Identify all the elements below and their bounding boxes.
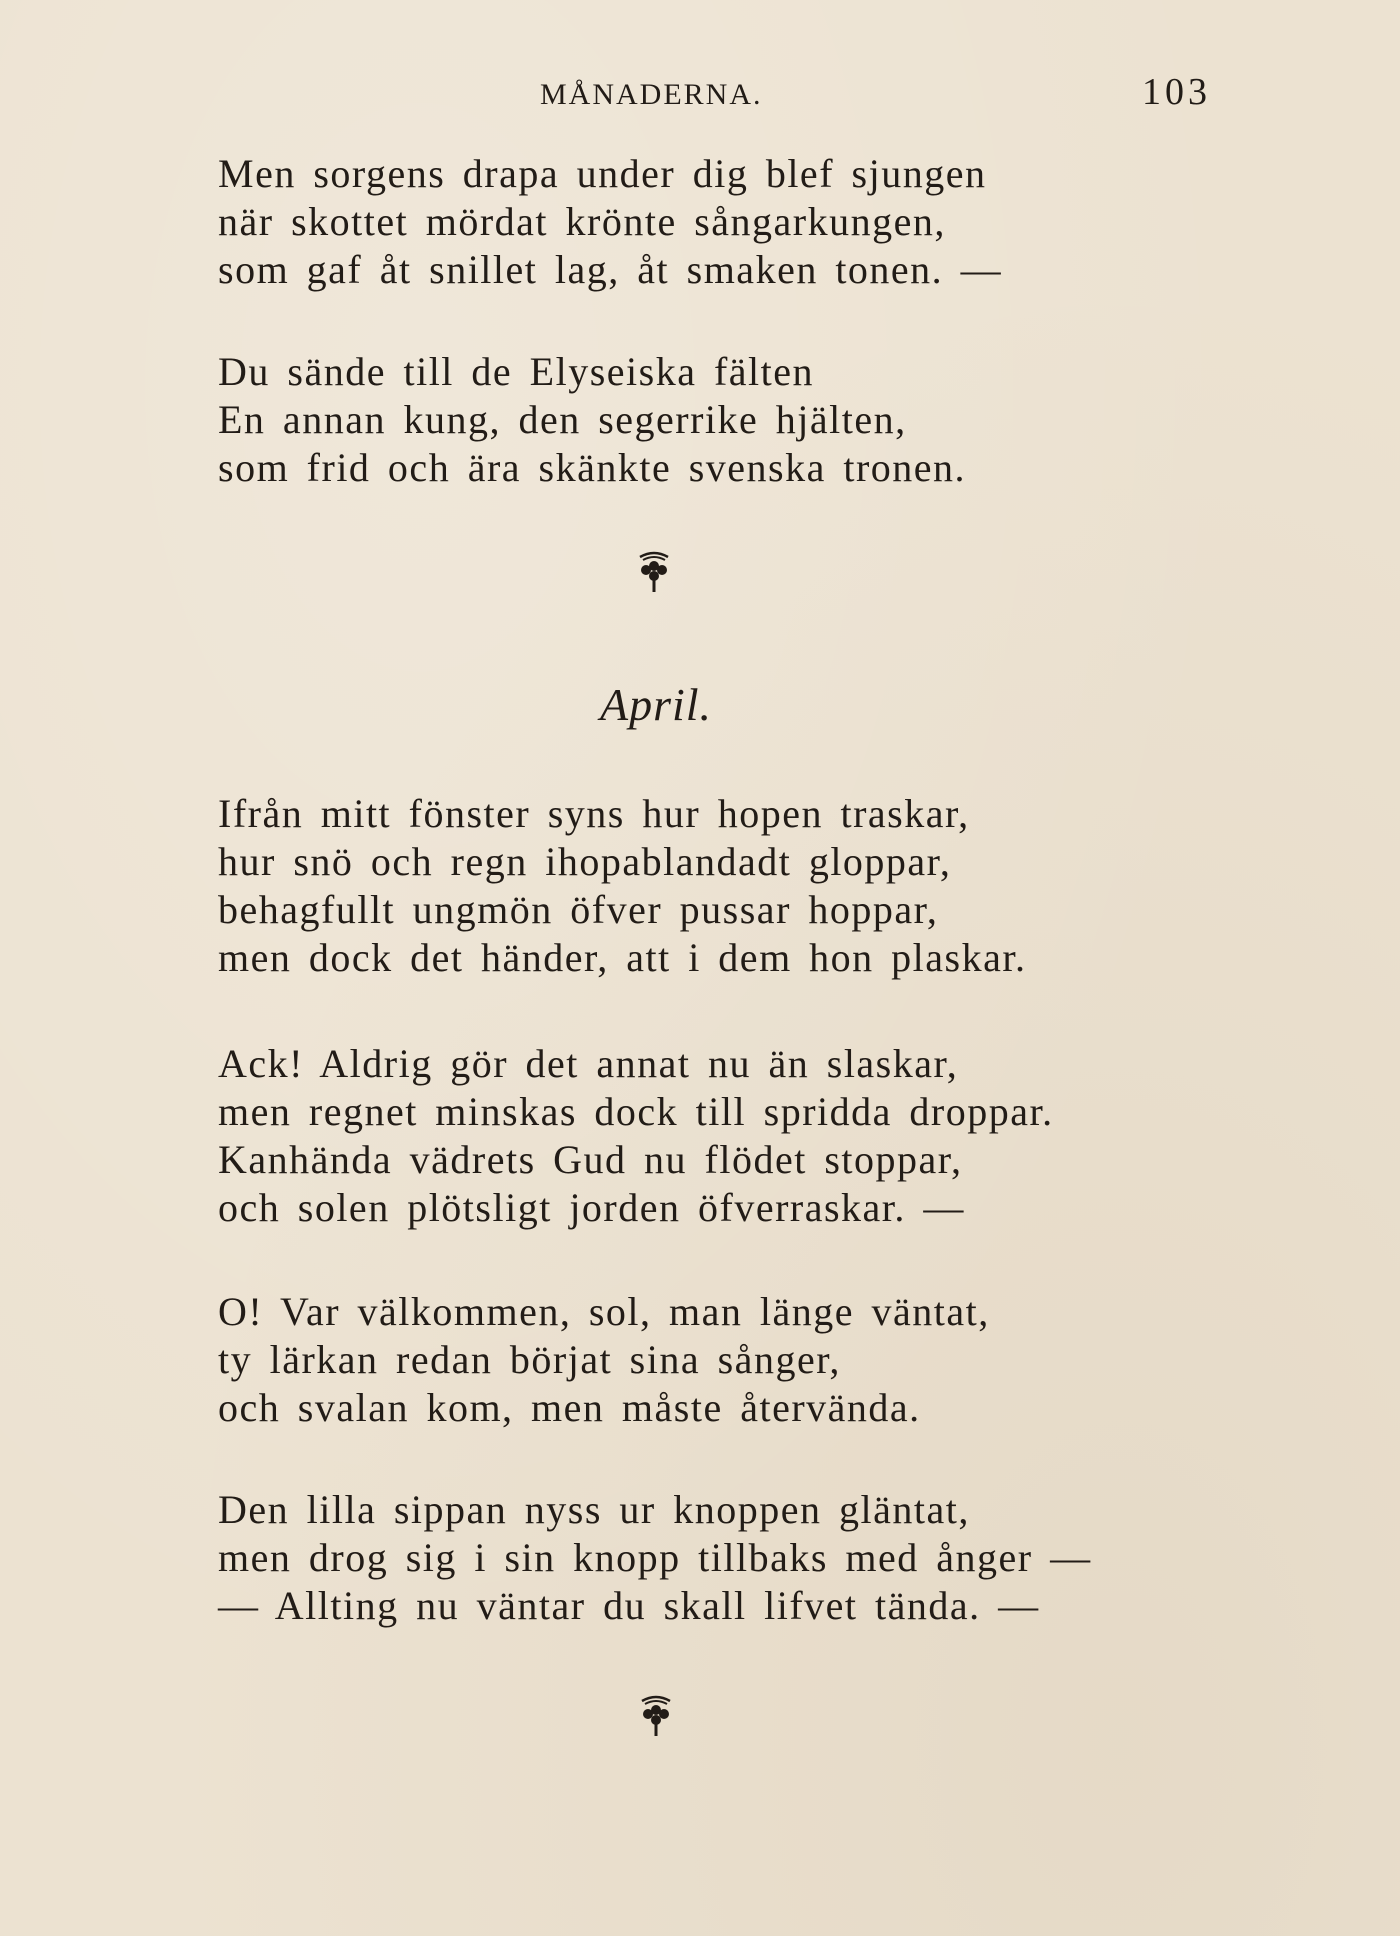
section-title: April. (600, 679, 713, 730)
running-head: MÅNADERNA. (540, 78, 763, 111)
stanza (218, 1486, 1092, 1630)
verse-line: Du sände till de Elyseiska fälten (218, 349, 815, 394)
fleuron-ornament-icon (634, 548, 674, 594)
verse-line: men drog sig i sin knopp tillbaks med ånger — (218, 1535, 1092, 1580)
verse-line: som frid och ära skänkte svenska tronen. (218, 445, 967, 490)
verse-line: och svalan kom, men måste återvända. (218, 1385, 921, 1430)
verse-line: En annan kung, den segerrike hjälten, (218, 397, 907, 442)
verse-line: men dock det händer, att i dem hon plaskar. (218, 935, 1027, 980)
stanza (218, 1040, 1054, 1232)
verse-line: Ifrån mitt fönster syns hur hopen traskar, (218, 791, 970, 836)
verse-line: behagfullt ungmön öfver pussar hoppar, (218, 887, 939, 932)
stanza (218, 348, 966, 492)
fleuron-ornament-icon (636, 1692, 676, 1738)
verse-line: och solen plötsligt jorden öfverraskar. — (218, 1185, 965, 1230)
verse-line: ty lärkan redan börjat sina sånger, (218, 1337, 841, 1382)
stanza (218, 150, 1002, 294)
verse-line: Men sorgens drapa under dig blef sjungen (218, 151, 987, 196)
verse-line: Kanhända vädrets Gud nu flödet stoppar, (218, 1137, 963, 1182)
verse-line: Den lilla sippan nyss ur knoppen gläntat, (218, 1487, 970, 1532)
verse-line: — Allting nu väntar du skall lifvet tända. — (218, 1583, 1040, 1628)
verse-line: när skottet mördat krönte sångarkungen, (218, 199, 946, 244)
verse-line: men regnet minskas dock till spridda droppar. (218, 1089, 1054, 1134)
verse-line: Ack! Aldrig gör det annat nu än slaskar, (218, 1041, 959, 1086)
verse-line: O! Var välkommen, sol, man länge väntat, (218, 1289, 990, 1334)
page-number: 103 (1142, 71, 1211, 113)
verse-line: hur snö och regn ihopablandadt gloppar, (218, 839, 952, 884)
verse-line: som gaf åt snillet lag, åt smaken tonen. — (218, 247, 1003, 292)
stanza (218, 1288, 990, 1432)
stanza (218, 790, 1026, 982)
